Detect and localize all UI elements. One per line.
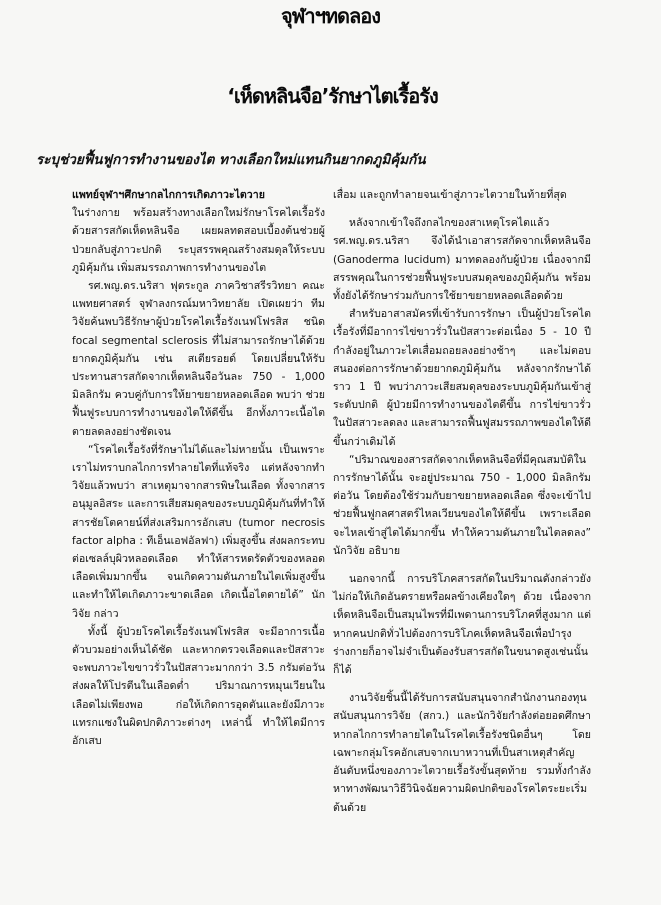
- right-paragraph-3: สำหรับอาสาสมัครที่เข้ารับการรักษา เป็นผู้ป่วยโรคไตเรื้อรังที่มีอาการไข่ขาวรั่วในปัสสาวะต่อเนื่อง 5 - 10 ปี กำลังอยู่ในภาวะไตเสื่อมถอยลงอย่างช้าๆ และไม่ตอบสนองต่อการรักษาด้วยยากดภูมิคุ้มกัน หลังจากรักษาได้ราว 1 ปี พบว่าภาวะเสียสมดุลของระบบภูมิคุ้มกันเข้าสู่ระดับปกติ ผู้ป่วยมีการทำงานของไตดีขึ้น การไข่ขาวรั่วในปัสสาวะลดลง และสามารถฟื้นฟูสมรรถภาพของไตให้ดีขึ้นกว่าเดิมได้: [333, 308, 591, 448]
- left-paragraph-2: รศ.พญ.ดร.นริสา ฟุตระกูล ภาควิชาสรีรวิทยา คณะแพทยศาสตร์ จุฬาลงกรณ์มหาวิทยาลัย เปิดเผยว่า ทีมวิจัยค้นพบวิธีรักษาผู้ป่วยโรคไตเรื้อรังเนฟโฟรสิส ชนิด focal segmental sclerosis ที่ไม่สามารถรักษาได้ด้วยยากดภูมิคุ้มกัน เช่น สเตียรอยด์ โดยเปลี่ยนให้รับประทานสารสกัดจากเห็ดหลินจือวันละ 750 - 1,000 มิลลิกรัม ควบคู่กับการให้ยาขยายหลอดเลือด พบว่า ช่วยฟื้นฟูระบบการทำงานของไตให้ดีขึ้น อีกทั้งภาวะเนื้อไตตายลดลงอย่างชัดเจน: [72, 280, 325, 438]
- right-column: [333, 186, 591, 817]
- left-paragraph-3: “โรคไตเรื้อรังที่รักษาไม่ได้และไม่หายนั้น เป็นเพราะเราไม่ทราบกลไกการทำลายไตที่แท้จริง แต่หลังจากทำวิจัยแล้วพบว่า สาเหตุมาจากสารพิษในเลือด ทั้งจากสารอนุมูลอิสระ และการเสียสมดุลของระบบภูมิคุ้มกันที่ทำให้สารชัยโตคายน์ที่ส่งเสริมการอักเสบ (tumor necrosis factor alpha : ทีเอ็นเอฟอัลฟา) เพิ่มสูงขึ้น ส่งผลกระทบต่อเซลล์บุผิวหลอดเลือด ทำให้สารหดรัดตัวของหลอดเลือดเพิ่มมากขึ้น จนเกิดความดันภายในไตเพิ่มสูงขึ้น และทำให้ไตเกิดภาวะขาดเลือด เกิดเนื้อไตตายได้” นักวิจัย กล่าว: [72, 443, 325, 620]
- right-paragraph-6: งานวิจัยชิ้นนี้ได้รับการสนับสนุนจากสำนักงานกองทุนสนับสนุนการวิจัย (สกว.) และนักวิจัยกำลังต่อยอดศึกษาหากลไกการทำลายไตในโรคไตเรื้อรังชนิดอื่นๆ โดยเฉพาะกลุ่มโรคอักเสบจากเบาหวานที่เป็นสาเหตุสำคัญอันดับหนึ่งของภาวะไตวายเรื้อรังขั้นสุดท้าย รวมทั้งกำลังหาทางพัฒนาวิธีวินิจฉัยความผิดปกติของโรคไตระยะเริ่มต้นด้วย: [333, 692, 591, 814]
- headline-line-1: จุฬาฯทดลอง: [280, 4, 381, 28]
- headline-line-2: ‘เห็ดหลินจือ’รักษาไตเรื้อรัง: [227, 84, 438, 108]
- left-paragraph-1: ในร่างกาย พร้อมสร้างทางเลือกใหม่รักษาโรคไตเรื้อรังด้วยสารสกัดเห็ดหลินจือ เผยผลทดสอบเบื้องต้นช่วยผู้ป่วยกลับสู่ภาวะปกติ ระบุสรรพคุณสร้างสมดุลให้ระบบภูมิคุ้มกัน เพิ่มสมรรถภาพการทำงานของไต: [72, 207, 325, 274]
- subheadline: ระบุช่วยฟื้นฟูการทำงานของไต ทางเลือกใหม่แทนกินยากดภูมิคุ้มกัน: [36, 152, 426, 168]
- left-column: [72, 186, 325, 750]
- right-paragraph-5: นอกจากนี้ การบริโภคสารสกัดในปริมาณดังกล่าวยังไม่ก่อให้เกิดอันตรายหรือผลข้างเคียงใดๆ ด้วย เนื่องจากเห็ดหลินจือเป็นสมุนไพรที่มีเพดานการบริโภคที่สูงมาก แต่หากคนปกติทั่วไปต้องการบริโภคเห็ดหลินจือเพื่อบำรุงร่างกายก็อาจไม่จำเป็นต้องรับสารสกัดในขนาดสูงเช่นนั้นก็ได้: [333, 573, 591, 677]
- lead-paragraph: แพทย์จุฬาฯศึกษากลไกการเกิดภาวะไตวาย: [72, 189, 265, 201]
- right-paragraph-4: “ปริมาณของสารสกัดจากเห็ดหลินจือที่มีคุณสมบัติในการรักษาได้นั้น จะอยู่ประมาณ 750 - 1,000 มิลลิกรัมต่อวัน โดยต้องใช้ร่วมกับยาขยายหลอดเลือด ซึ่งจะเข้าไปช่วยฟื้นฟูกลศาสตร์ไหลเวียนของไตให้ดีขึ้น เพราะเลือดจะไหลเข้าสู่ไตได้มากขึ้น ทำให้ความดันภายในไตลดลง” นักวิจัย อธิบาย: [333, 453, 591, 557]
- right-paragraph-1: เสื่อม และถูกทำลายจนเข้าสู่ภาวะไตวายในท้ายที่สุด: [333, 189, 567, 201]
- right-paragraph-2: หลังจากเข้าใจถึงกลไกของสาเหตุโรคไตแล้ว รศ.พญ.ดร.นริสา จึงได้นำเอาสารสกัดจากเห็ดหลินจือ (Ganoderma lucidum) มาทดลองกับผู้ป่วย เนื่องจากมีสรรพคุณในการช่วยฟื้นฟูระบบสมดุลของภูมิคุ้มกัน พร้อมทั้งยังได้รักษาร่วมกับการใช้ยาขยายหลอดเลือดด้วย: [333, 217, 591, 303]
- left-paragraph-4: ทั้งนี้ ผู้ป่วยโรคไตเรื้อรังเนฟโฟรสิส จะมีอาการเนื้อตัวบวมอย่างเห็นได้ชัด และหากตรวจเลือดและปัสสาวะจะพบภาวะไขขาวรั่วในปัสสาวะมากกว่า 3.5 กรัมต่อวัน ส่งผลให้โปรตีนในเลือดต่ำ ปริมาณการหมุนเวียนในเลือดไม่เพียงพอ ก่อให้เกิดการอุดตันและยังมีภาวะแทรกแซงในผิดปกติภาวะต่างๆ เหล่านี้ ทำให้ไตมีการอักเสบ: [72, 625, 325, 748]
